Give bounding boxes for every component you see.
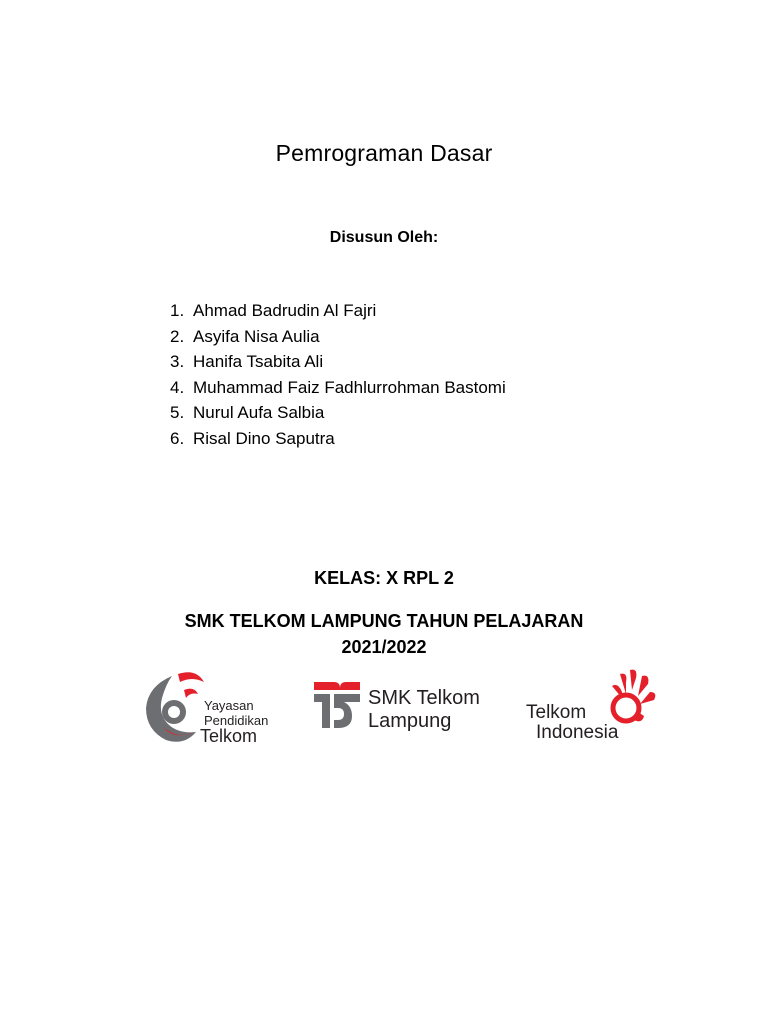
author-name: Asyifa Nisa Aulia — [193, 326, 320, 346]
telkom-indonesia-logo — [526, 668, 658, 742]
ypt-red-dot-icon — [184, 689, 198, 698]
list-item — [170, 324, 506, 350]
list-number: 6. — [170, 428, 185, 448]
svg-text:Telkom: Telkom — [200, 726, 258, 746]
list-number: 5. — [170, 403, 185, 422]
class-label: KELAS: X RPL 2 — [314, 568, 454, 588]
school-year: 2021/2022 — [341, 637, 427, 657]
list-number: 2. — [170, 326, 185, 346]
svg-text:Yayasan: Yayasan — [204, 698, 254, 713]
author-name: Ahmad Badrudin Al Fajri — [193, 301, 377, 320]
school-line: SMK TELKOM LAMPUNG TAHUN PELAJARAN — [184, 611, 584, 631]
list-number: 3. — [170, 352, 185, 371]
author-name: Nurul Aufa Salbia — [193, 403, 325, 422]
ypt-red-arc-icon — [178, 672, 204, 682]
list-number: 4. — [170, 377, 185, 397]
logos-row — [0, 668, 768, 748]
list-item — [170, 298, 506, 324]
authors-list — [170, 298, 506, 451]
school-year-label — [0, 608, 768, 660]
yayasan-pendidikan-telkom-logo — [144, 668, 278, 746]
svg-text:SMK Telkom: SMK Telkom — [368, 687, 480, 709]
hand-icon — [630, 670, 636, 690]
list-item — [170, 349, 506, 375]
author-name: Hanifa Tsabita Ali — [193, 352, 324, 371]
book-icon — [314, 682, 360, 690]
list-item — [170, 375, 506, 401]
author-name: Muhammad Faiz Fadhlurrohman Bastomi — [193, 377, 506, 397]
svg-text:Lampung: Lampung — [368, 710, 452, 732]
list-item — [170, 426, 506, 452]
svg-text:Telkom: Telkom — [526, 702, 587, 723]
smk-telkom-lampung-logo — [312, 680, 494, 732]
document-title: Pemrograman Dasar — [275, 140, 493, 166]
svg-text:Pendidikan: Pendidikan — [204, 713, 269, 728]
author-name: Risal Dino Saputra — [193, 428, 335, 448]
list-item — [170, 400, 506, 426]
list-number: 1. — [170, 301, 185, 320]
authors-heading: Disusun Oleh: — [329, 229, 439, 246]
svg-text:Indonesia: Indonesia — [536, 722, 619, 742]
